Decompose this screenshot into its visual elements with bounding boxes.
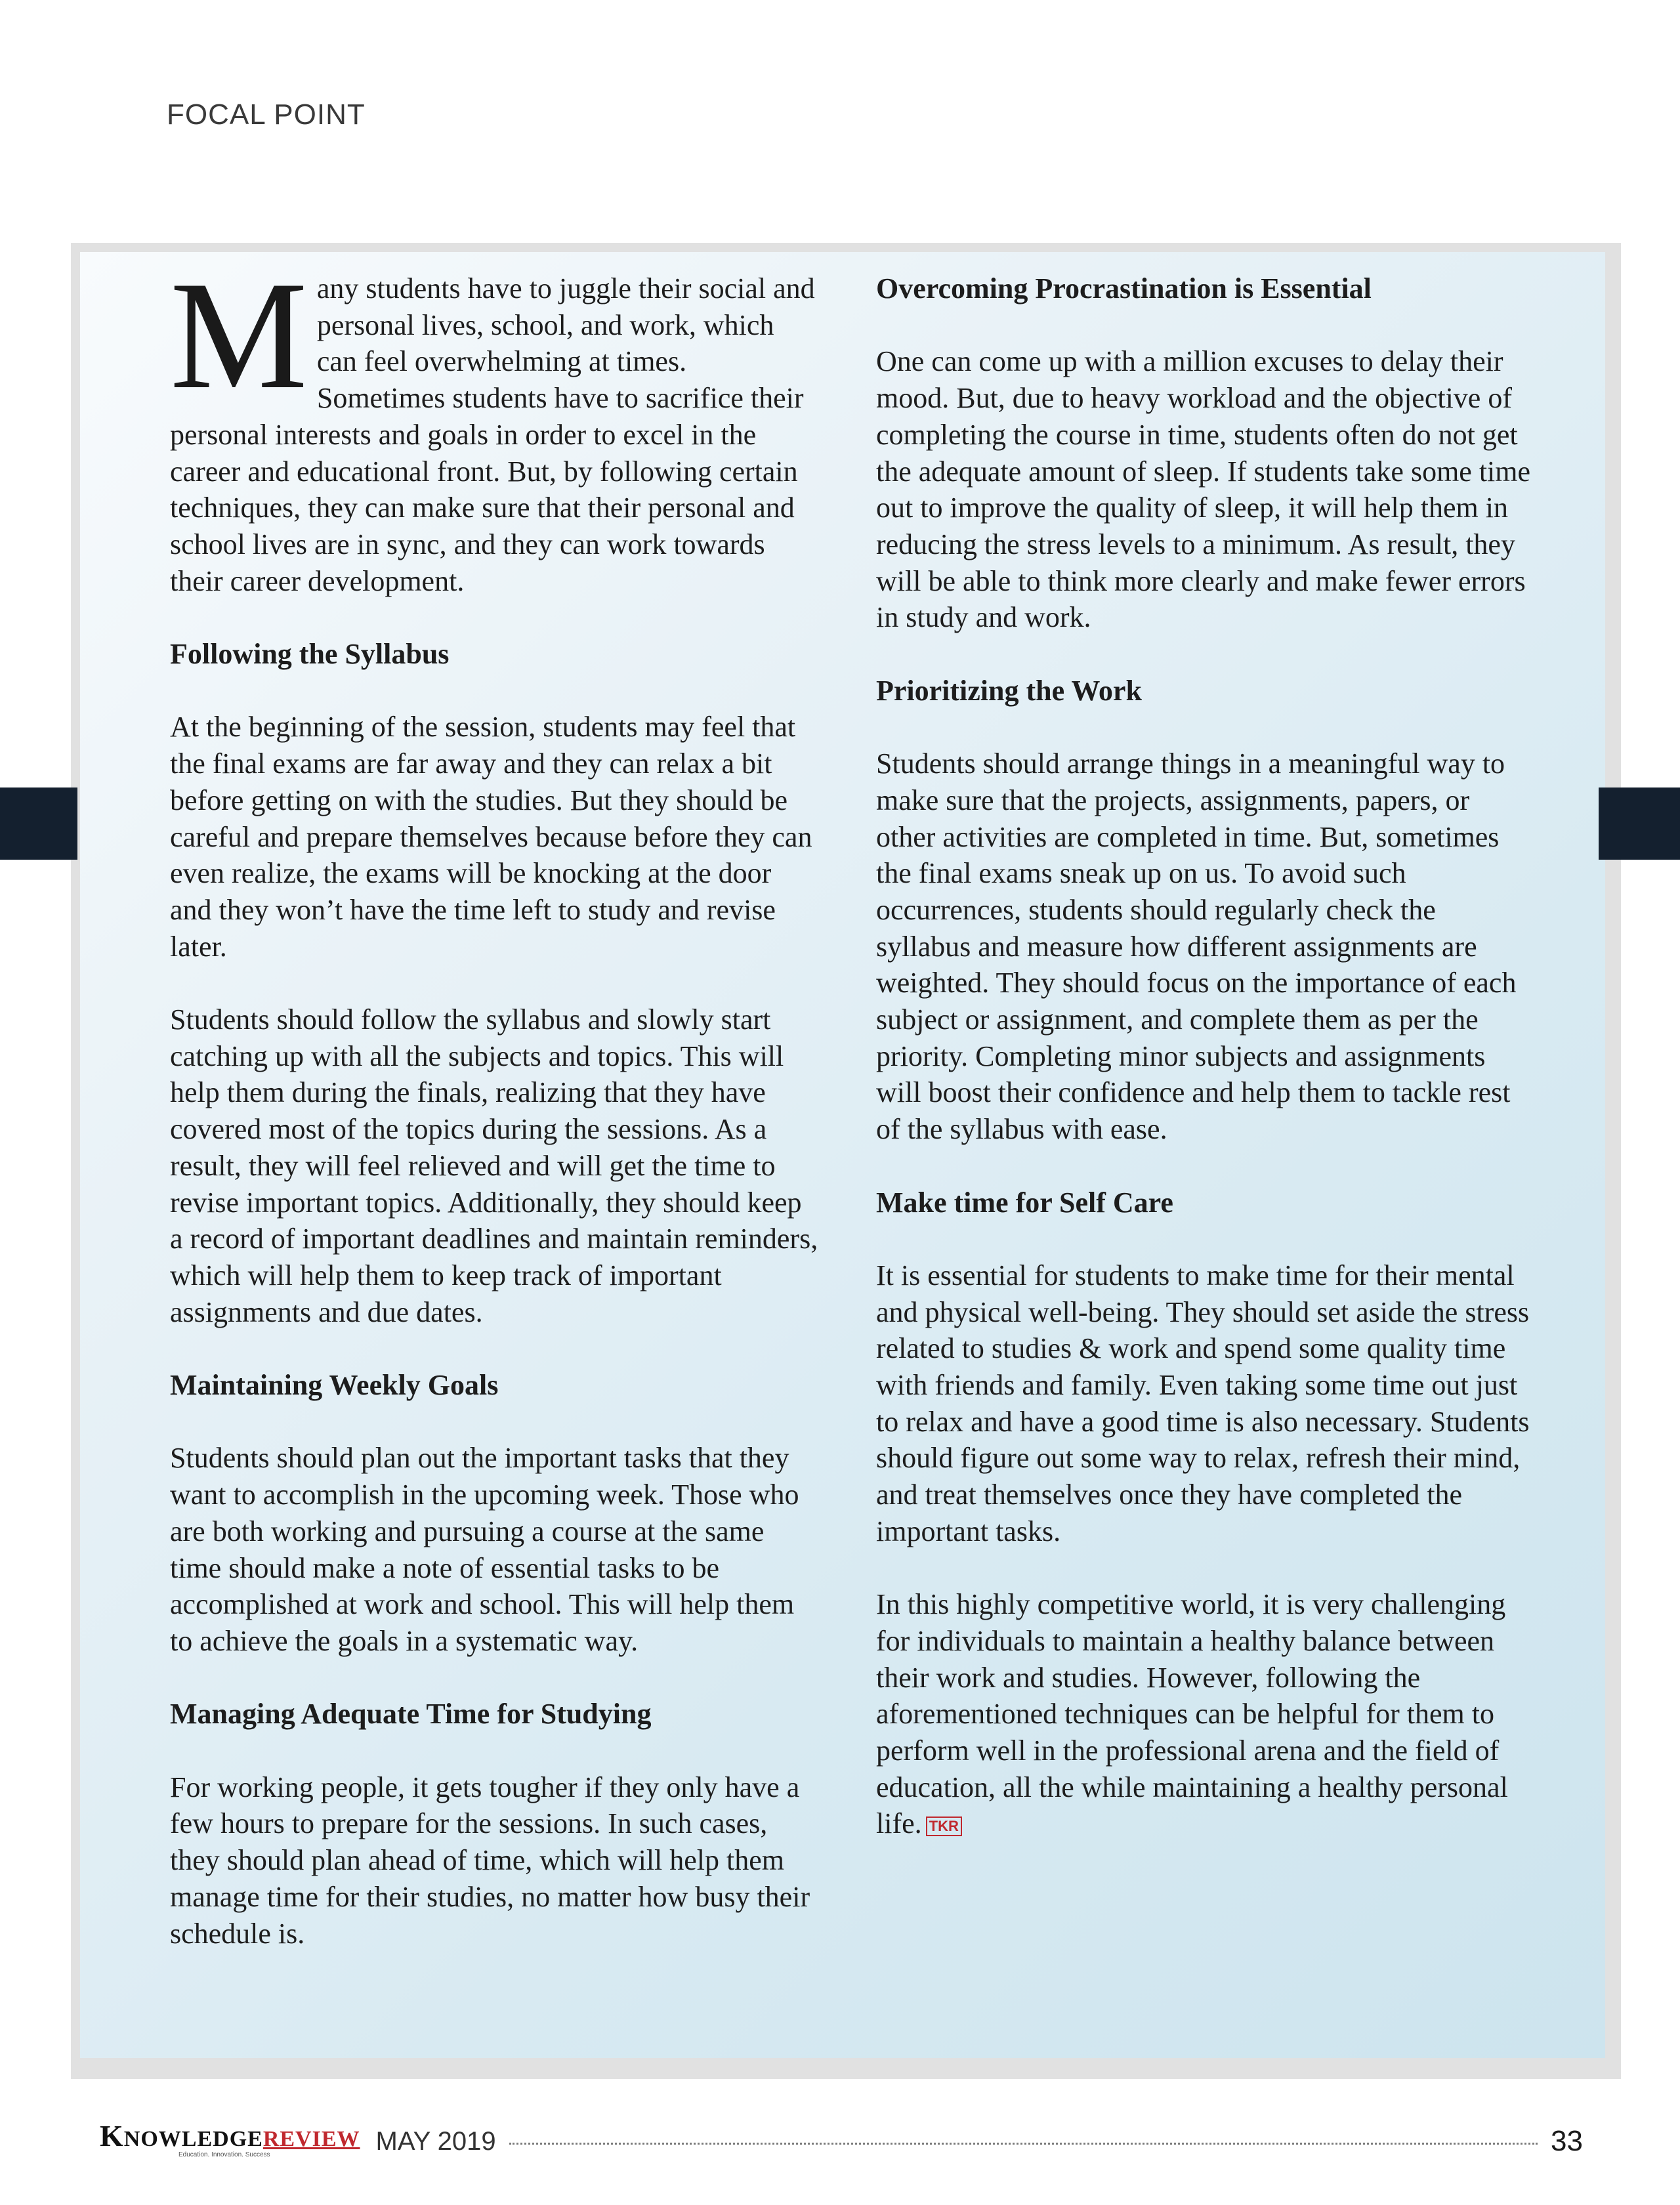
side-tab-right	[1599, 788, 1680, 860]
page-footer	[100, 2118, 1583, 2164]
side-tab-left	[0, 788, 77, 860]
closing-paragraph: In this highly competitive world, it is very challenging for individuals to maintain a healthy balance between their work and studies. However, following the aforementioned techniques can be helpful for them to perform well in the professional arena and the field of education, all the while maintaining a healthy personal life. TKR	[876, 1588, 1508, 1840]
logo-k: K	[100, 2118, 124, 2152]
heading-prioritizing: Prioritizing the Work	[876, 674, 1142, 707]
article-column-right	[876, 270, 1532, 1879]
magazine-logo	[100, 2118, 360, 2159]
end-mark-icon: TKR	[926, 1816, 962, 1836]
paragraph: It is essential for students to make time for their mental and physical well-being. They should set aside the stress related to studies & work and spend some quality time with friends and family. Even taking some time out just to relax and have a good time is also necessary. Students should figure out some way to relax, refresh their mind, and treat themselves once they have completed the important tasks.	[876, 1259, 1530, 1547]
heading-managing-time: Managing Adequate Time for Studying	[170, 1698, 652, 1731]
logo-name-b: REVIEW	[262, 2126, 360, 2151]
paragraph: Students should plan out the important tasks that they want to accomplish in the upcoming week. Those who are both working and pursuing a course at the same time should make a note of essential tasks to be accomplished at work and school. This will help them to achieve the goals in a systematic way.	[170, 1442, 799, 1657]
heading-weekly-goals: Maintaining Weekly Goals	[170, 1369, 499, 1402]
paragraph: One can come up with a million excuses to delay their mood. But, due to heavy workload and the objective of completing the course in time, students often do not get the adequate amount of sleep. If students take some time out to improve the quality of sleep, it will help them in reducing the stress levels to a minimum. As result, they will be able to think more clearly and make fewer errors in study and work.	[876, 345, 1531, 634]
intro-paragraph: Many students have to juggle their social and personal lives, school, and work, which can feel overwhelming at times. Sometimes students have to sacrifice their personal interests and goals in order to excel in the career and educational front. But, by following certain techniques, they can make sure that their personal and school lives are in sync, and they can work towards their career development.	[170, 250, 815, 597]
drop-cap: M	[170, 250, 308, 421]
heading-self-care: Make time for Self Care	[876, 1186, 1173, 1219]
article-column-left	[170, 250, 820, 1988]
logo-tagline: Education. Innovation. Success	[178, 2151, 270, 2158]
paragraph: At the beginning of the session, students may feel that the final exams are far away and they can relax a bit before getting on with the studies. But they should be careful and prepare themselves because before they can even realize, the exams will be knocking at the door and they won’t have the time left to study and revise later.	[170, 711, 812, 963]
paragraph: Students should arrange things in a meaningful way to make sure that the projects, assignments, papers, or other activities are completed in time. But, sometimes the final exams sneak up on us. To avoid such occurrences, students should regularly check the syllabus and measure how different assignments are weighted. They should focus on the importance of each subject or assignment, and complete them as per the priority. Completing minor subjects and assignments will boost their confidence and help them to tackle rest of the syllabus with ease.	[876, 747, 1517, 1146]
dotted-leader	[509, 2143, 1538, 2145]
paragraph: For working people, it gets tougher if they only have a few hours to prepare for the sessions. In such cases, they should plan ahead of time, which will help them manage time for their studies, no matter how busy their schedule is.	[170, 1771, 810, 1950]
paragraph: Students should follow the syllabus and slowly start catching up with all the subjects and topics. This will help them during the finals, realizing that they have covered most of the topics during the sessions. As a result, they will feel relieved and will get the time to revise important topics. Additionally, they should keep a record of important deadlines and maintain reminders, which will help them to keep track of important assignments and due dates.	[170, 1003, 818, 1328]
heading-procrastination: Overcoming Procrastination is Essential	[876, 272, 1372, 304]
section-label: FOCAL POINT	[167, 98, 366, 131]
logo-name-a: NOWLEDGE	[123, 2126, 263, 2151]
page-number: 33	[1551, 2125, 1583, 2157]
heading-following-syllabus: Following the Syllabus	[170, 638, 450, 671]
issue-date: MAY 2019	[375, 2126, 496, 2156]
